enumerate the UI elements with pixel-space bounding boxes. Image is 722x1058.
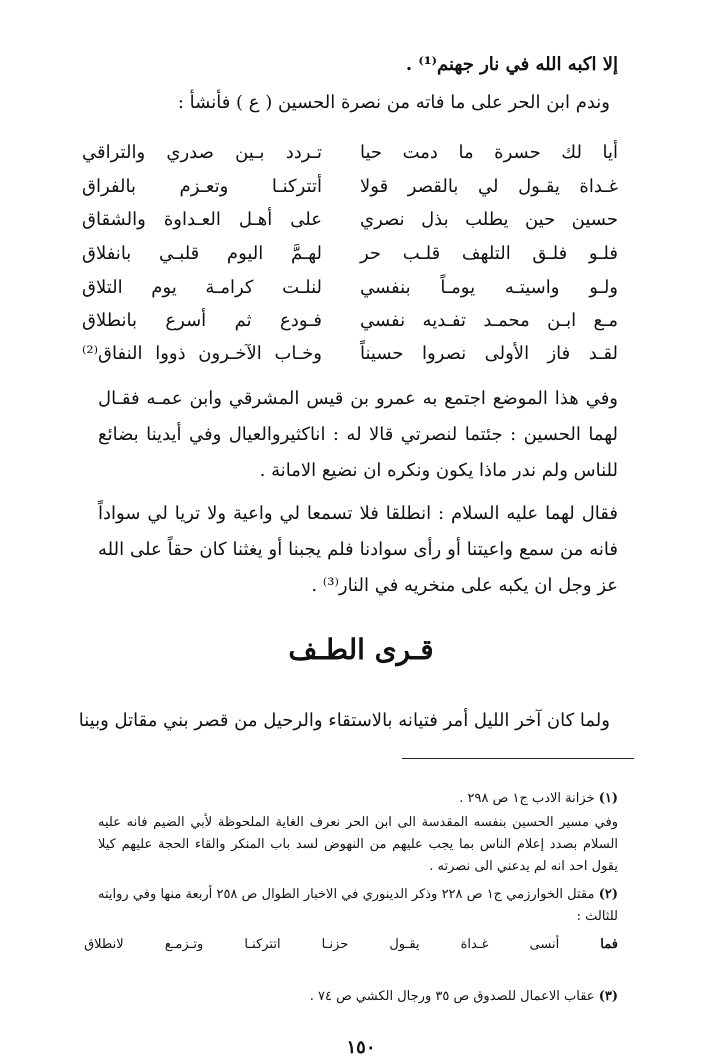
footnote-verse-word: لانطلاق (84, 937, 124, 952)
poem-hemistich-left: لنلـت كرامـة يوم التلاق (82, 277, 322, 298)
poem-hemistich-left: على أهـل العـداوة والشقاق (82, 209, 322, 230)
footnote-1-body: وفي مسير الحسين بنفسه المقدسة الى ابن الحر نعرف الغاية الملحوظة لأبي الضيم فانه عليه السلام بصدد إعلام الناس بما يجب عليهم من النهوض لسد باب المنكر والقاء الحجة عليهم كيلا يقول احد انه لم يدعني الى نصرته . (98, 815, 618, 874)
paragraph: وفي هذا الموضع اجتمع به عمرو بن قيس المشرقي وابن عمـه فقـال لهما الحسين : جئتما لنصرتي قالا له : اناكثيروالعيال وفي أيدينا بضائع للناس ولم ندر ماذا يكون ونكره ان نضيع الامانة . (98, 388, 618, 481)
footnote-3 (98, 986, 618, 1008)
poem-hemistich-left: وخـاب الآخـرون ذووا النفاق⁽²⁾ (82, 343, 322, 364)
poem-hemistich-left: فـودع ثم أسرع بانطلاق (82, 310, 322, 331)
footnote-number: (٣) (598, 989, 618, 1004)
poem-hemistich-left: أتتركنـا وتعـزم بالفراق (82, 176, 322, 197)
poem-hemistich-right: لقـد فاز الأولى نصروا حسيناً (360, 343, 618, 364)
poem-hemistich-right: حسين حين يطلب بذل نصري (360, 209, 618, 230)
footnote-verse-word: أنسى (529, 937, 560, 952)
footnote-number: (١) (598, 791, 618, 806)
footnote-2 (98, 884, 618, 928)
text-line: إلا اكبه الله في نار جهنم⁽¹⁾ . (405, 54, 618, 75)
page-number: ١٥٠ (346, 1037, 376, 1058)
poem-hemistich-left: تـردد بـين صدري والتراقي (82, 142, 322, 163)
footnote-1 (98, 788, 618, 810)
footnote-text: خزانة الادب ج١ ص ٢٩٨ . (459, 791, 595, 806)
footnote-verse-word: غـداة (460, 937, 489, 952)
footnote-verse-word: فما (600, 937, 618, 952)
poem-hemistich-right: أيا لك حسرة ما دمت حيا (360, 142, 618, 163)
poem-hemistich-left: لهـمَّ اليوم قلبـي بانفلاق (82, 243, 322, 264)
footnote-verse-word: وتـزمـع (164, 937, 204, 952)
poem-hemistich-right: غـداة يقـول لي بالقصر قولا (360, 176, 618, 197)
footnote-number: (٢) (598, 887, 618, 902)
footnote-text: مقتل الخوارزمي ج١ ص ٢٢٨ وذكر الدينوري في الاخبار الطوال ص ٢٥٨ أربعة منها وفي روايته للثالث : (98, 887, 618, 924)
poem-hemistich-right: مـع ابـن محمـد تفـديه نفسي (360, 310, 618, 331)
footnote-verse (84, 935, 618, 955)
footnote-verse-word: حزنـا (321, 937, 349, 952)
footnote-divider (402, 758, 634, 759)
text-line: وندم ابن الحر على ما فاته من نصرة الحسين ( ع ) فأنشأ : (177, 92, 610, 113)
paragraph: فقال لهما عليه السلام : انطلقا فلا تسمعا لي واعية ولا تريا لي سواداً فانه من سمع واعيتنا أو رأى سوادنا فلم يجبنا أو يغثنا كان حقاً على الله عز وجل ان يكبه على منخريه في النار⁽³⁾ . (98, 503, 618, 596)
section-heading: قـرى الطـف (288, 633, 434, 666)
footnote-verse-word: يقـول (389, 937, 420, 952)
text-line: ولما كان آخر الليل أمر فتيانه بالاستقاء والرحيل من قصر بني مقاتل وبينا (78, 710, 610, 731)
poem-hemistich-right: فلـو فلـق التلهف قلـب حر (360, 243, 618, 264)
poem-hemistich-right: ولـو واسيتـه يومـاً بنفسي (360, 277, 618, 298)
footnote-verse-word: اتتركنـا (244, 937, 281, 952)
footnote-text: عقاب الاعمال للصدوق ص ٣٥ ورجال الكشي ص ٧٤ . (309, 989, 595, 1004)
